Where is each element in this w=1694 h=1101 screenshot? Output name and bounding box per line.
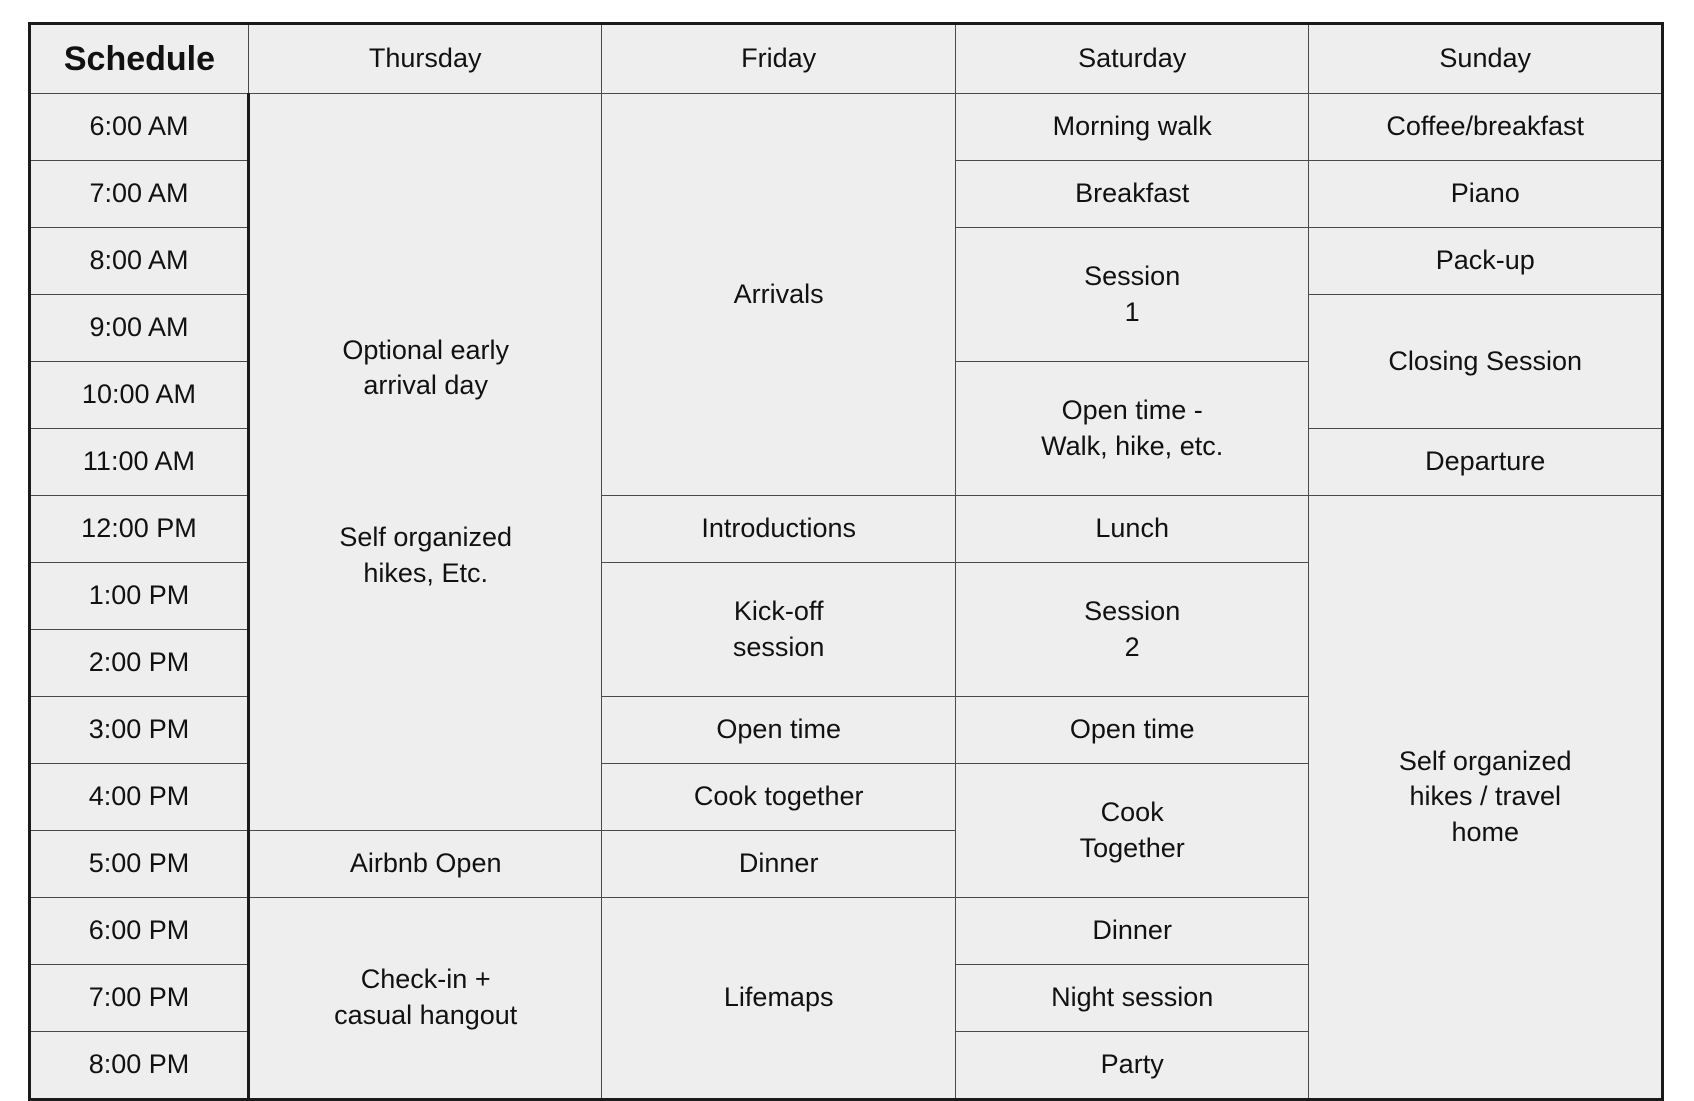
sunday-self-organized-line3: home — [1451, 816, 1519, 847]
saturday-cook-together — [955, 764, 1309, 898]
time-label: 11:00 AM — [30, 429, 249, 496]
weekly-schedule-table — [28, 22, 1664, 1101]
time-label: 9:00 AM — [30, 295, 249, 362]
saturday-open-time-walk-line2: Walk, hike, etc. — [1041, 430, 1224, 461]
thursday-airbnb-open: Airbnb Open — [248, 831, 602, 898]
header-thursday: Thursday — [248, 24, 602, 94]
saturday-session-2 — [955, 563, 1309, 697]
sunday-self-organized-line2: hikes / travel — [1409, 781, 1561, 812]
time-label: 7:00 PM — [30, 965, 249, 1032]
table-body — [30, 94, 1663, 1100]
time-label: 5:00 PM — [30, 831, 249, 898]
thursday-morning-block — [248, 94, 602, 831]
sunday-coffee-breakfast: Coffee/breakfast — [1309, 94, 1663, 161]
thursday-self-organized-line2: hikes, Etc. — [363, 557, 488, 588]
table-header — [30, 24, 1663, 94]
time-label: 4:00 PM — [30, 764, 249, 831]
thursday-optional-arrival-line2: arrival day — [363, 370, 488, 401]
saturday-cook-together-line2: Together — [1079, 832, 1185, 863]
friday-cook-together: Cook together — [602, 764, 956, 831]
thursday-optional-arrival-line1: Optional early — [342, 334, 509, 365]
header-saturday: Saturday — [955, 24, 1309, 94]
thursday-check-in — [248, 898, 602, 1100]
friday-lifemaps: Lifemaps — [602, 898, 956, 1100]
saturday-lunch: Lunch — [955, 496, 1309, 563]
sunday-closing-session: Closing Session — [1309, 295, 1663, 429]
saturday-party: Party — [955, 1032, 1309, 1100]
friday-kickoff-session — [602, 563, 956, 697]
header-schedule: Schedule — [30, 24, 249, 94]
saturday-session-1 — [955, 228, 1309, 362]
saturday-open-time: Open time — [955, 697, 1309, 764]
saturday-dinner: Dinner — [955, 898, 1309, 965]
saturday-cook-together-line1: Cook — [1100, 796, 1164, 827]
friday-arrivals: Arrivals — [602, 94, 956, 496]
friday-kickoff-line1: Kick-off — [733, 595, 824, 626]
table-row — [30, 94, 1663, 161]
saturday-session-1-line1: Session — [1084, 260, 1181, 291]
header-row — [30, 24, 1663, 94]
thursday-check-in-line1: Check-in + — [360, 964, 491, 995]
time-label: 8:00 AM — [30, 228, 249, 295]
saturday-breakfast: Breakfast — [955, 161, 1309, 228]
time-label: 6:00 AM — [30, 94, 249, 161]
header-friday: Friday — [602, 24, 956, 94]
time-label: 8:00 PM — [30, 1032, 249, 1100]
thursday-self-organized-line1: Self organized — [339, 522, 512, 552]
friday-open-time: Open time — [602, 697, 956, 764]
thursday-check-in-line2: casual hangout — [334, 1000, 518, 1030]
saturday-session-2-line1: Session — [1084, 595, 1181, 626]
sunday-piano: Piano — [1309, 161, 1663, 228]
friday-introductions: Introductions — [602, 496, 956, 563]
saturday-morning-walk: Morning walk — [955, 94, 1309, 161]
saturday-open-time-walk — [955, 362, 1309, 496]
time-label: 10:00 AM — [30, 362, 249, 429]
saturday-open-time-walk-line1: Open time - — [1061, 394, 1203, 425]
saturday-session-2-line2: 2 — [1124, 631, 1140, 662]
friday-kickoff-line2: session — [732, 631, 825, 662]
sunday-departure: Departure — [1309, 429, 1663, 496]
time-label: 1:00 PM — [30, 563, 249, 630]
time-label: 2:00 PM — [30, 630, 249, 697]
header-sunday: Sunday — [1309, 24, 1663, 94]
time-label: 12:00 PM — [30, 496, 249, 563]
sunday-self-organized-line1: Self organized — [1398, 745, 1572, 776]
time-label: 3:00 PM — [30, 697, 249, 764]
sunday-self-organized — [1309, 496, 1663, 1100]
saturday-session-1-line2: 1 — [1124, 296, 1140, 327]
friday-dinner: Dinner — [602, 831, 956, 898]
sunday-pack-up: Pack-up — [1309, 228, 1663, 295]
time-label: 6:00 PM — [30, 898, 249, 965]
time-label: 7:00 AM — [30, 161, 249, 228]
saturday-night-session: Night session — [955, 965, 1309, 1032]
